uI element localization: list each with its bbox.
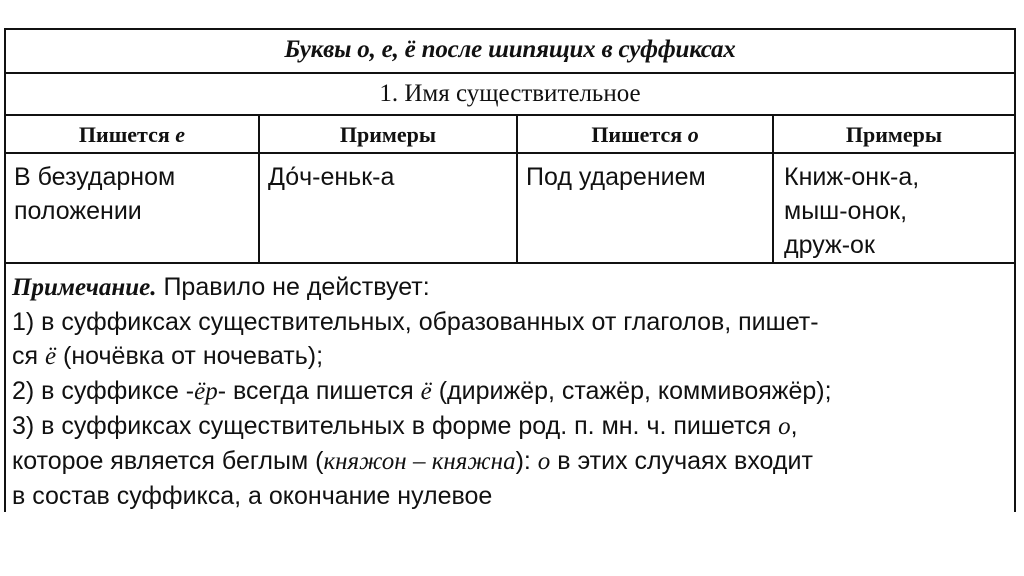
note-block — [12, 270, 1012, 513]
header-examples-o: Примеры — [845, 122, 943, 147]
note-text: которое является беглым ( — [12, 447, 324, 475]
note-text: - всегда пишется — [217, 377, 421, 405]
cell-line: друж-ок — [784, 231, 875, 259]
subtitle-divider — [4, 114, 1016, 116]
header-letter-o: о — [687, 122, 699, 147]
note-text: 2) в суффиксе - — [12, 377, 195, 405]
header-written-o — [518, 122, 772, 148]
note-text: ся — [12, 342, 45, 370]
table-top-border — [4, 28, 1016, 30]
note-text: , — [790, 412, 798, 440]
header-divider — [4, 152, 1016, 154]
cell-line: Книж-онк-а, — [784, 163, 920, 191]
cell-line: мыш-онок, — [784, 197, 908, 225]
row-divider — [4, 262, 1016, 264]
cell-line: положении — [14, 197, 142, 225]
note-text: (ночёвка от ночевать); — [56, 342, 324, 370]
note-heading-line — [12, 270, 1012, 305]
cell-line: До́ч-еньк-а — [268, 163, 395, 191]
note-intro: Правило не действует: — [156, 273, 430, 301]
note-line-6: в состав суффикса, а окончание нулевое — [12, 482, 493, 510]
header-letter-e: е — [175, 122, 186, 147]
header-written-e — [6, 122, 258, 148]
cell-examples-e — [268, 160, 512, 194]
note-line-5 — [12, 444, 1012, 479]
note-letter: о — [778, 413, 791, 440]
note-text: (дирижёр, стажёр, коммивояжёр); — [431, 377, 832, 405]
note-line-3 — [12, 374, 1012, 409]
cell-line: Под ударением — [526, 163, 706, 191]
note-suffix: ёр — [194, 378, 218, 405]
note-letter: ё — [44, 343, 57, 370]
note-text: в этих случаях входит — [550, 447, 813, 475]
note-text: ): — [515, 447, 538, 475]
note-line-4 — [12, 409, 1012, 444]
title-divider — [4, 72, 1016, 74]
note-text: 3) в суффиксах существительных в форме род. п. мн. ч. пишется — [12, 412, 779, 440]
note-letter: ё — [420, 378, 432, 405]
note-label: Примечание. — [12, 274, 157, 301]
cell-examples-o — [784, 160, 1012, 262]
cell-line: В безударном — [14, 163, 176, 191]
note-line-2 — [12, 339, 1012, 374]
header-written-o-label: Пишется — [591, 122, 688, 147]
cell-unstressed-position — [14, 160, 254, 228]
header-examples-e: Примеры — [339, 122, 437, 147]
note-letter: о — [537, 448, 551, 475]
header-written-e-label: Пишется — [78, 122, 176, 147]
section-subtitle: 1. Имя существительное — [379, 80, 641, 107]
note-example: княжон – княжна — [323, 448, 516, 475]
note-line-1: 1) в суффиксах существительных, образованных от глаголов, пишет- — [12, 308, 819, 336]
table-title: Буквы о, е, ё после шипящих в суффиксах — [284, 36, 736, 63]
cell-stressed-position — [526, 160, 770, 194]
